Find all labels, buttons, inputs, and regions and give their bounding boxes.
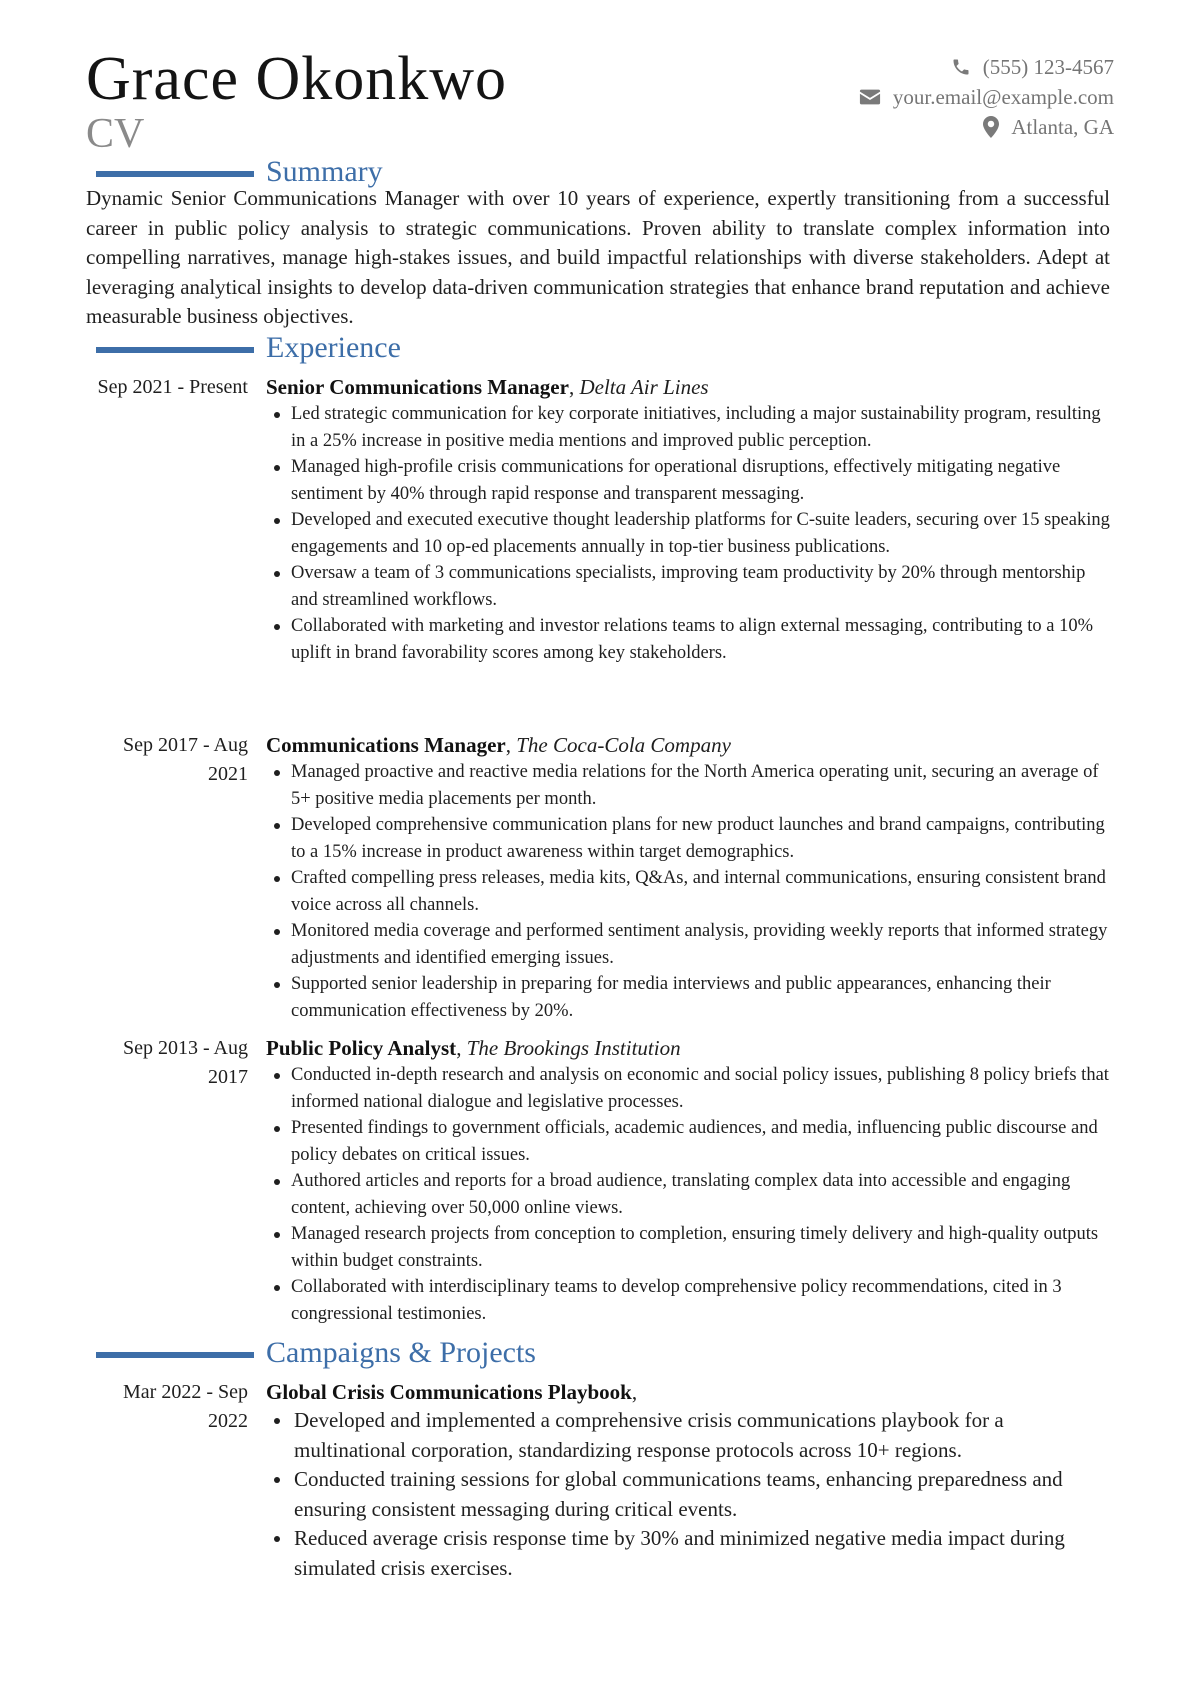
list-item: Authored articles and reports for a broad audience, translating complex data into accessible and engaging content, achieving over 50,000 online views. [266, 1168, 1116, 1221]
entry-date: Sep 2013 - Aug 2017 [123, 1037, 248, 1088]
entry-role: Communications Manager [266, 733, 506, 757]
entry-body [266, 373, 1116, 666]
list-item: Presented findings to government officials, academic audiences, and media, influencing public discourse and policy debates on critical issues. [266, 1115, 1116, 1168]
list-item: Supported senior leadership in preparing for media interviews and public appearances, enhancing their communication effectiveness by 20%. [266, 971, 1116, 1024]
entry-bullets [266, 759, 1116, 1024]
entry-title [266, 1378, 1116, 1406]
location-text: Atlanta, GA [1011, 115, 1114, 139]
list-item: Conducted training sessions for global communications teams, enhancing preparedness and ensuring consistent messaging during critical events. [266, 1465, 1116, 1524]
entry-date: Sep 2017 - Aug 2021 [123, 734, 248, 785]
contact-phone [859, 52, 1114, 82]
entry-organization: The Coca-Cola Company [516, 733, 731, 757]
entry-role: Public Policy Analyst [266, 1036, 457, 1060]
contact-email[interactable] [859, 82, 1114, 112]
document-label: CV [86, 111, 145, 157]
contact-block [859, 52, 1114, 142]
entry-bullets [266, 1406, 1116, 1583]
candidate-name: Grace Okonkwo [86, 45, 508, 113]
section-accent-bar [96, 171, 254, 177]
list-item: Managed proactive and reactive media relations for the North America operating unit, securing an average of 5+ positive media placements per month. [266, 759, 1116, 812]
entry-date: Sep 2021 - Present [97, 376, 248, 398]
entry-role: Global Crisis Communications Playbook [266, 1380, 632, 1404]
entry-title [266, 731, 1116, 759]
email-link[interactable]: your.email@example.com [892, 85, 1114, 109]
title-separator: , [631, 1380, 638, 1404]
list-item: Developed comprehensive communication plans for new product launches and brand campaigns, contributing to a 15% increase in product awareness within target demographics. [266, 812, 1116, 865]
entry-organization: Delta Air Lines [579, 375, 709, 399]
summary-text: Dynamic Senior Communications Manager with over 10 years of experience, expertly transitioning from a successful career in public policy analysis to strategic communications. Proven ability to translate complex information into compelling narratives, manage high-stakes issues, and build impactful relationships with diverse stakeholders. Adept at leveraging analytical insights to develop data-driven communication strategies that enhance brand reputation and achieve measurable business objectives. [86, 186, 1110, 328]
list-item: Developed and executed executive thought leadership platforms for C-suite leaders, securing over 15 speaking engagements and 10 op-ed placements annually in top-tier business publications. [266, 507, 1116, 560]
entry-bullets [266, 401, 1116, 666]
title-separator: , [505, 733, 517, 757]
title-separator: , [456, 1036, 467, 1060]
section-title-summary: Summary [266, 155, 383, 188]
phone-icon [951, 57, 971, 77]
envelope-icon [859, 88, 881, 106]
section-accent-bar [96, 1352, 254, 1358]
projects-section-header [96, 1336, 1116, 1370]
list-item: Crafted compelling press releases, media kits, Q&As, and internal communications, ensuring consistent brand voice across all channels. [266, 865, 1116, 918]
section-accent-bar [96, 347, 254, 353]
title-separator: , [568, 375, 580, 399]
list-item: Developed and implemented a comprehensive crisis communications playbook for a multinational corporation, standardizing response protocols across 10+ regions. [266, 1406, 1116, 1465]
entry-title [266, 373, 1116, 401]
phone-text: (555) 123-4567 [982, 55, 1114, 79]
entry-body [266, 1378, 1116, 1583]
entry-bullets [266, 1062, 1116, 1327]
list-item: Conducted in-depth research and analysis on economic and social policy issues, publishing 8 policy briefs that informed national dialogue and legislative processes. [266, 1062, 1116, 1115]
list-item: Managed high-profile crisis communications for operational disruptions, effectively mitigating negative sentiment by 40% through rapid response and transparent messaging. [266, 454, 1116, 507]
entry-body [266, 1034, 1116, 1327]
list-item: Monitored media coverage and performed sentiment analysis, providing weekly reports that informed strategy adjustments and identified emerging issues. [266, 918, 1116, 971]
map-pin-icon [983, 116, 999, 138]
list-item: Led strategic communication for key corporate initiatives, including a major sustainability program, resulting in a 25% increase in positive media mentions and improved public perception. [266, 401, 1116, 454]
section-title-experience: Experience [266, 331, 401, 364]
contact-location [859, 112, 1114, 142]
section-title-projects: Campaigns & Projects [266, 1336, 536, 1369]
entry-title [266, 1034, 1116, 1062]
entry-organization: The Brookings Institution [466, 1036, 681, 1060]
entry-role: Senior Communications Manager [266, 375, 569, 399]
entry-date: Mar 2022 - Sep 2022 [123, 1381, 248, 1432]
entry-body [266, 731, 1116, 1024]
list-item: Managed research projects from conception to completion, ensuring timely delivery and high-quality outputs within budget constraints. [266, 1221, 1116, 1274]
list-item: Reduced average crisis response time by 30% and minimized negative media impact during simulated crisis exercises. [266, 1524, 1116, 1583]
experience-section-header [96, 331, 1116, 365]
list-item: Collaborated with marketing and investor relations teams to align external messaging, contributing to a 10% uplift in brand favorability scores among key stakeholders. [266, 613, 1116, 666]
list-item: Collaborated with interdisciplinary teams to develop comprehensive policy recommendations, cited in 3 congressional testimonies. [266, 1274, 1116, 1327]
list-item: Oversaw a team of 3 communications specialists, improving team productivity by 20% through mentorship and streamlined workflows. [266, 560, 1116, 613]
